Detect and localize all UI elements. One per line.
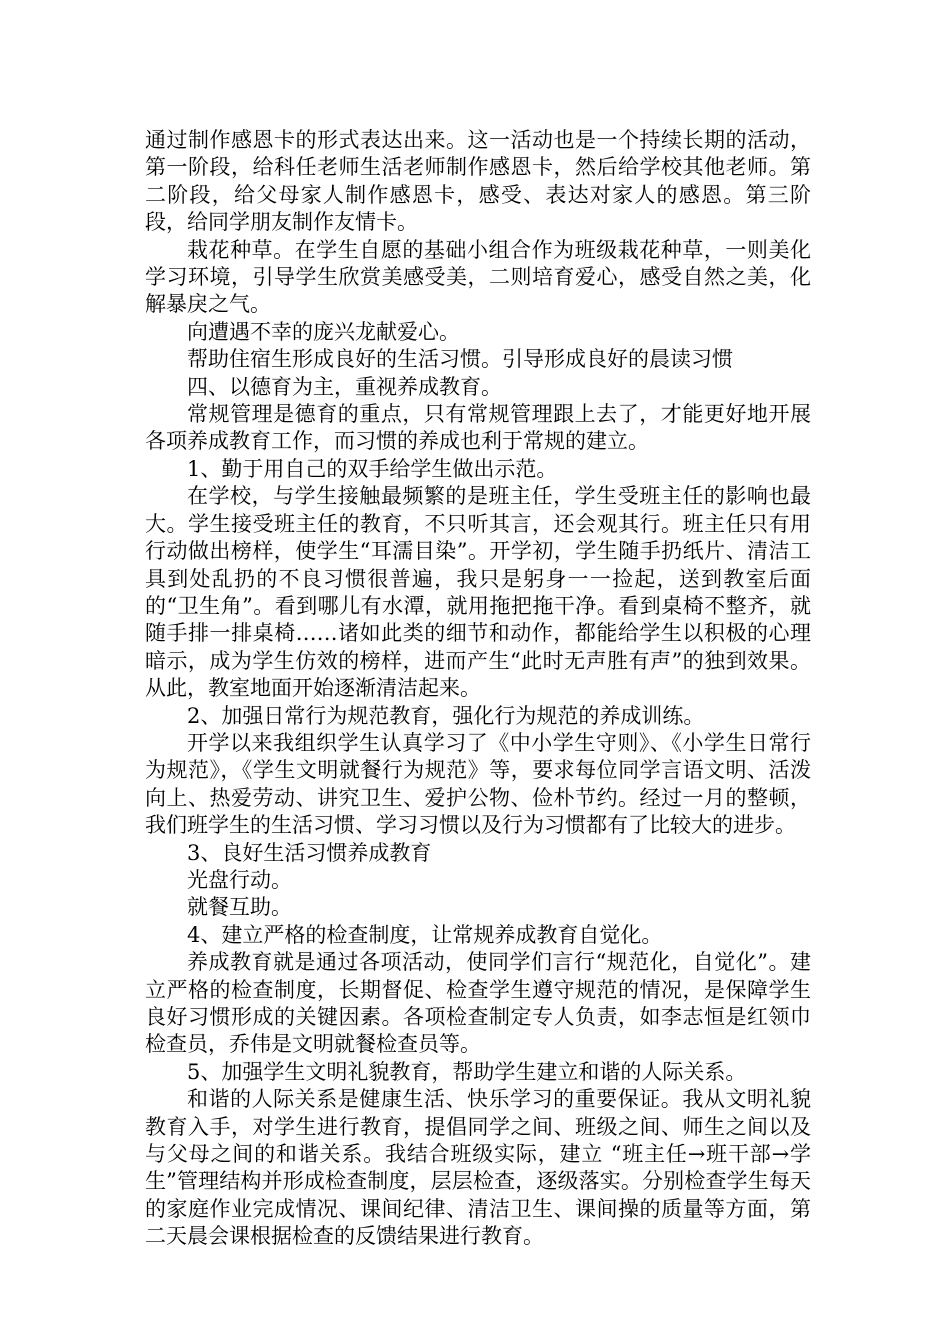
subheading: 1、勤于用自己的双手给学生做出示范。 — [187, 456, 558, 481]
document-body — [145, 127, 811, 1251]
paragraph: 开学以来我组织学生认真学习了《中小学生守则》、《小学生日常行为规范》，《学生文明就餐行为规范》等，要求每位同学言语文明、活泼向上、热爱劳动、讲究卫生、爱护公物、俭朴节约。经过一月的整顿，我们班学生的生活习惯、学习习惯以及行为习惯都有了比较大的进步。 — [145, 730, 811, 838]
subheading: 5、加强学生文明礼貌教育，帮助学生建立和谐的人际关系。 — [187, 1059, 747, 1084]
paragraph: 常规管理是德育的重点，只有常规管理跟上去了，才能更好地开展各项养成教育工作，而习惯的养成也利于常规的建立。 — [145, 402, 811, 454]
subheading: 2、加强日常行为规范教育，强化行为规范的养成训练。 — [187, 703, 705, 728]
section-heading: 四、以德育为主，重视养成教育。 — [187, 374, 502, 399]
paragraph: 栽花种草。在学生自愿的基础小组合作为班级栽花种草，一则美化学习环境，引导学生欣赏美感受美，二则培育爱心，感受自然之美，化解暴戾之气。 — [145, 237, 811, 317]
subheading: 4、建立严格的检查制度，让常规养成教育自觉化。 — [187, 922, 663, 947]
paragraph: 和谐的人际关系是健康生活、快乐学习的重要保证。我从文明礼貌教育入手，对学生进行教育，提倡同学之间、班级之间、师生之间以及与父母之间的和谐关系。我结合班级实际，建立 “班主任→班干部→学生”管理结构并形成检查制度，层层检查，逐级落实。分别检查学生每天的家庭作业完成情况、课间纪律、清洁卫生、课间操的质量等方面，第二天晨会课根据检查的反馈结果进行教育。 — [145, 1087, 811, 1249]
paragraph: 养成教育就是通过各项活动，使同学们言行“规范化，自觉化”。建立严格的检查制度，长期督促、检查学生遵守规范的情况，是保障学生良好习惯形成的关键因素。各项检查制定专人负责，如李志恒是红领巾检查员，乔伟是文明就餐检查员等。 — [145, 950, 811, 1057]
paragraph: 就餐互助。 — [187, 895, 292, 920]
paragraph: 在学校，与学生接触最频繁的是班主任，学生受班主任的影响也最大。学生接受班主任的教育，不只听其言，还会观其行。班主任只有用行动做出榜样，使学生“耳濡目染”。开学初，学生随手扔纸片、清洁工具到处乱扔的不良习惯很普遍，我只是躬身一一捡起，送到教室后面的“卫生角”。看到哪儿有水潭，就用拖把拖干净。看到桌椅不整齐，就随手排一排桌椅……诸如此类的细节和动作，都能给学生以积极的心理暗示，成为学生仿效的榜样，进而产生“此时无声胜有声”的独到效果。从此，教室地面开始逐渐清洁起来。 — [145, 484, 811, 701]
subheading: 3、良好生活习惯养成教育 — [187, 840, 432, 865]
paragraph: 通过制作感恩卡的形式表达出来。这一活动也是一个持续长期的活动，第一阶段，给科任老师生活老师制作感恩卡，然后给学校其他老师。第二阶段，给父母家人制作感恩卡，感受、表达对家人的感恩。第三阶段，给同学朋友制作友情卡。 — [145, 128, 811, 235]
paragraph: 帮助住宿生形成良好的生活习惯。引导形成良好的晨读习惯 — [187, 347, 733, 372]
paragraph: 向遭遇不幸的庞兴龙献爱心。 — [187, 319, 460, 344]
paragraph: 光盘行动。 — [187, 867, 292, 892]
